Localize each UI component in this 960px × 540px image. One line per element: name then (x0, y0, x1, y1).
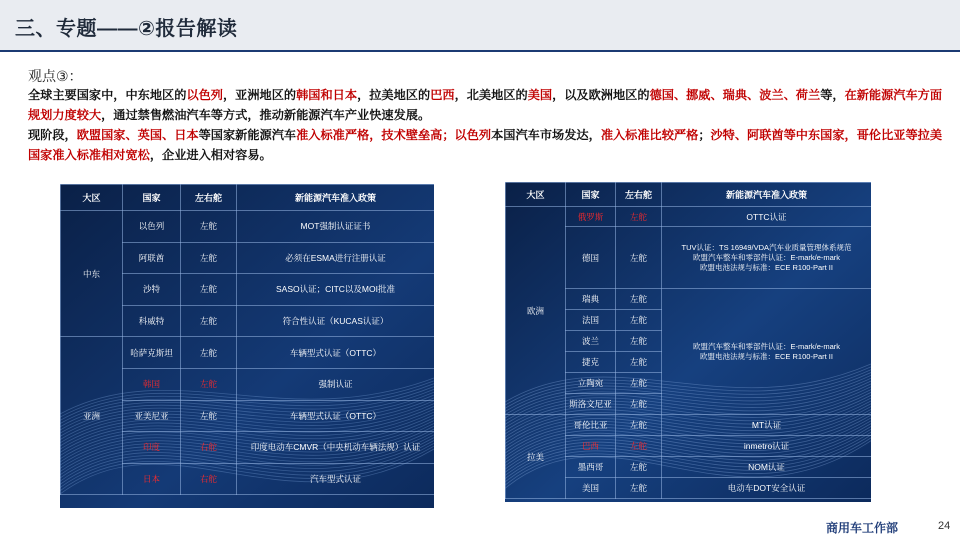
country-cell: 墨西哥 (566, 457, 616, 478)
country-cell: 瑞典 (566, 289, 616, 310)
country-cell: 哈萨克斯坦 (123, 337, 181, 369)
steering-cell: 右舵 (181, 463, 237, 495)
body-text-segment: 等国家新能源汽车 (198, 128, 297, 142)
policy-cell: 必须在ESMA进行注册认证 (237, 242, 435, 274)
body-text-segment: ，企业进入相对容易。 (149, 148, 272, 162)
country-cell: 以色列 (123, 211, 181, 243)
steering-cell: 左舵 (616, 352, 662, 373)
policy-cell (662, 289, 872, 415)
country-cell: 俄罗斯 (566, 207, 616, 227)
policy-line: 欧盟汽车整车和零部件认证：E-mark/e-mark (692, 252, 841, 262)
table-row (61, 337, 435, 369)
region-cell: 拉美 (506, 415, 566, 499)
title-bar (0, 0, 960, 50)
policy-line: 欧盟电池法规与标准：ECE R100-Part II (700, 262, 833, 272)
policy-cell: 印度电动车CMVR（中央机动车辆法规）认证 (237, 432, 435, 464)
header-steering: 左右舵 (181, 185, 237, 211)
steering-cell: 左舵 (181, 368, 237, 400)
steering-cell: 左舵 (181, 211, 237, 243)
country-cell: 德国 (566, 227, 616, 289)
header-country: 国家 (566, 183, 616, 207)
region-cell: 亚洲 (61, 337, 123, 495)
body-text-segment: 等， (820, 88, 845, 102)
policy-cell: OTTC认证 (662, 207, 872, 227)
table-row (506, 207, 872, 227)
body-text-segment: ，北美地区的 (454, 88, 528, 102)
steering-cell: 左舵 (616, 207, 662, 227)
country-cell: 美国 (566, 478, 616, 499)
header-region: 大区 (61, 185, 123, 211)
header-country: 国家 (123, 185, 181, 211)
steering-cell: 左舵 (616, 373, 662, 394)
policy-cell: 强制认证 (237, 368, 435, 400)
right-policy-table (505, 182, 871, 502)
steering-cell: 左舵 (181, 337, 237, 369)
table-row (506, 415, 872, 436)
body-text-segment: ，拉美地区的 (357, 88, 431, 102)
policy-cell: 车辆型式认证（OTTC） (237, 337, 435, 369)
footer-brand: 商用车工作部 (826, 521, 899, 535)
steering-cell: 左舵 (616, 289, 662, 310)
left-policy-table (60, 184, 434, 508)
highlight-text: 巴西 (430, 88, 455, 102)
viewpoint-label: 观点③： (28, 68, 83, 84)
country-cell: 沙特 (123, 274, 181, 306)
policy-cell: inmetro认证 (662, 436, 872, 457)
page-number: 24 (938, 520, 951, 532)
steering-cell: 左舵 (616, 331, 662, 352)
highlight-text: 准入标准严格，技术壁垒高；以色列 (296, 128, 492, 142)
policy-cell: NOM认证 (662, 457, 872, 478)
title-underline (0, 50, 960, 52)
region-cell: 中东 (61, 211, 123, 337)
body-text-segment: ，通过禁售燃油汽车等方式，推动新能源汽车产业快速发展。 (101, 108, 431, 122)
policy-cell: 车辆型式认证（OTTC） (237, 400, 435, 432)
country-cell: 日本 (123, 463, 181, 495)
steering-cell: 左舵 (616, 227, 662, 289)
policy-line: 欧盟汽车整车和零部件认证：E-mark/e-mark (692, 341, 841, 351)
steering-cell: 左舵 (616, 310, 662, 331)
policy-cell: 汽车型式认证 (237, 463, 435, 495)
body-text-segment: 全球主要国家中，中东地区的 (28, 88, 187, 102)
steering-cell: 左舵 (181, 305, 237, 337)
highlight-text: 欧盟国家、英国、日本 (76, 128, 199, 142)
body-text-segment: 本国汽车市场发达， (491, 128, 601, 142)
policy-cell: SASO认证；CITC以及MOI批准 (237, 274, 435, 306)
policy-line: TUV认证：TS 16949/VDA汽车业质量管理体系规范 (681, 242, 852, 252)
steering-cell: 左舵 (616, 457, 662, 478)
steering-cell: 左舵 (616, 415, 662, 436)
policy-line: 欧盟电池法规与标准：ECE R100-Part II (700, 351, 833, 361)
steering-cell: 左舵 (616, 478, 662, 499)
steering-cell: 左舵 (181, 274, 237, 306)
table-row (61, 211, 435, 243)
policy-cell: 符合性认证（KUCAS认证） (237, 305, 435, 337)
region-cell: 欧洲 (506, 207, 566, 415)
header-policy: 新能源汽车准入政策 (662, 183, 872, 207)
header-policy: 新能源汽车准入政策 (237, 185, 435, 211)
highlight-text: 德国、挪威、瑞典、波兰、荷兰 (649, 88, 821, 102)
country-cell: 韩国 (123, 368, 181, 400)
body-text (28, 85, 943, 165)
steering-cell: 左舵 (616, 394, 662, 415)
header-region: 大区 (506, 183, 566, 207)
highlight-text: 准入标准比较严格 (600, 128, 699, 142)
country-cell: 斯洛文尼亚 (566, 394, 616, 415)
body-text-segment: ； (698, 128, 711, 142)
country-cell: 波兰 (566, 331, 616, 352)
highlight-text: 在新能源汽车方面规划力度较大 (28, 88, 943, 122)
right-table-grid (505, 182, 871, 499)
paragraph-1 (28, 85, 943, 125)
paragraph-2 (28, 125, 943, 165)
country-cell: 立陶宛 (566, 373, 616, 394)
header-steering: 左右舵 (616, 183, 662, 207)
policy-cell: 电动车DOT安全认证 (662, 478, 872, 499)
page-title: 三、专题——②报告解读 (15, 18, 238, 40)
country-cell: 亚美尼亚 (123, 400, 181, 432)
country-cell: 科威特 (123, 305, 181, 337)
highlight-text: 以色列 (186, 88, 223, 102)
policy-cell: MT认证 (662, 415, 872, 436)
country-cell: 阿联酋 (123, 242, 181, 274)
policy-cell: MOT强制认证证书 (237, 211, 435, 243)
body-text-segment: ，亚洲地区的 (223, 88, 297, 102)
highlight-text: 美国 (527, 88, 553, 102)
policy-cell (662, 227, 872, 289)
body-text-segment: ，以及欧洲地区的 (552, 88, 650, 102)
country-cell: 印度 (123, 432, 181, 464)
body-text-segment: 现阶段， (28, 128, 77, 142)
steering-cell: 左舵 (181, 242, 237, 274)
steering-cell: 左舵 (616, 436, 662, 457)
left-table-grid (60, 184, 434, 495)
country-cell: 捷克 (566, 352, 616, 373)
steering-cell: 左舵 (181, 400, 237, 432)
country-cell: 巴西 (566, 436, 616, 457)
highlight-text: 韩国和日本 (296, 88, 358, 102)
steering-cell: 右舵 (181, 432, 237, 464)
highlight-text: 沙特、阿联酋等中东国家，哥伦比亚等拉美国家准入标准相对宽松 (28, 128, 943, 162)
country-cell: 哥伦比亚 (566, 415, 616, 436)
country-cell: 法国 (566, 310, 616, 331)
